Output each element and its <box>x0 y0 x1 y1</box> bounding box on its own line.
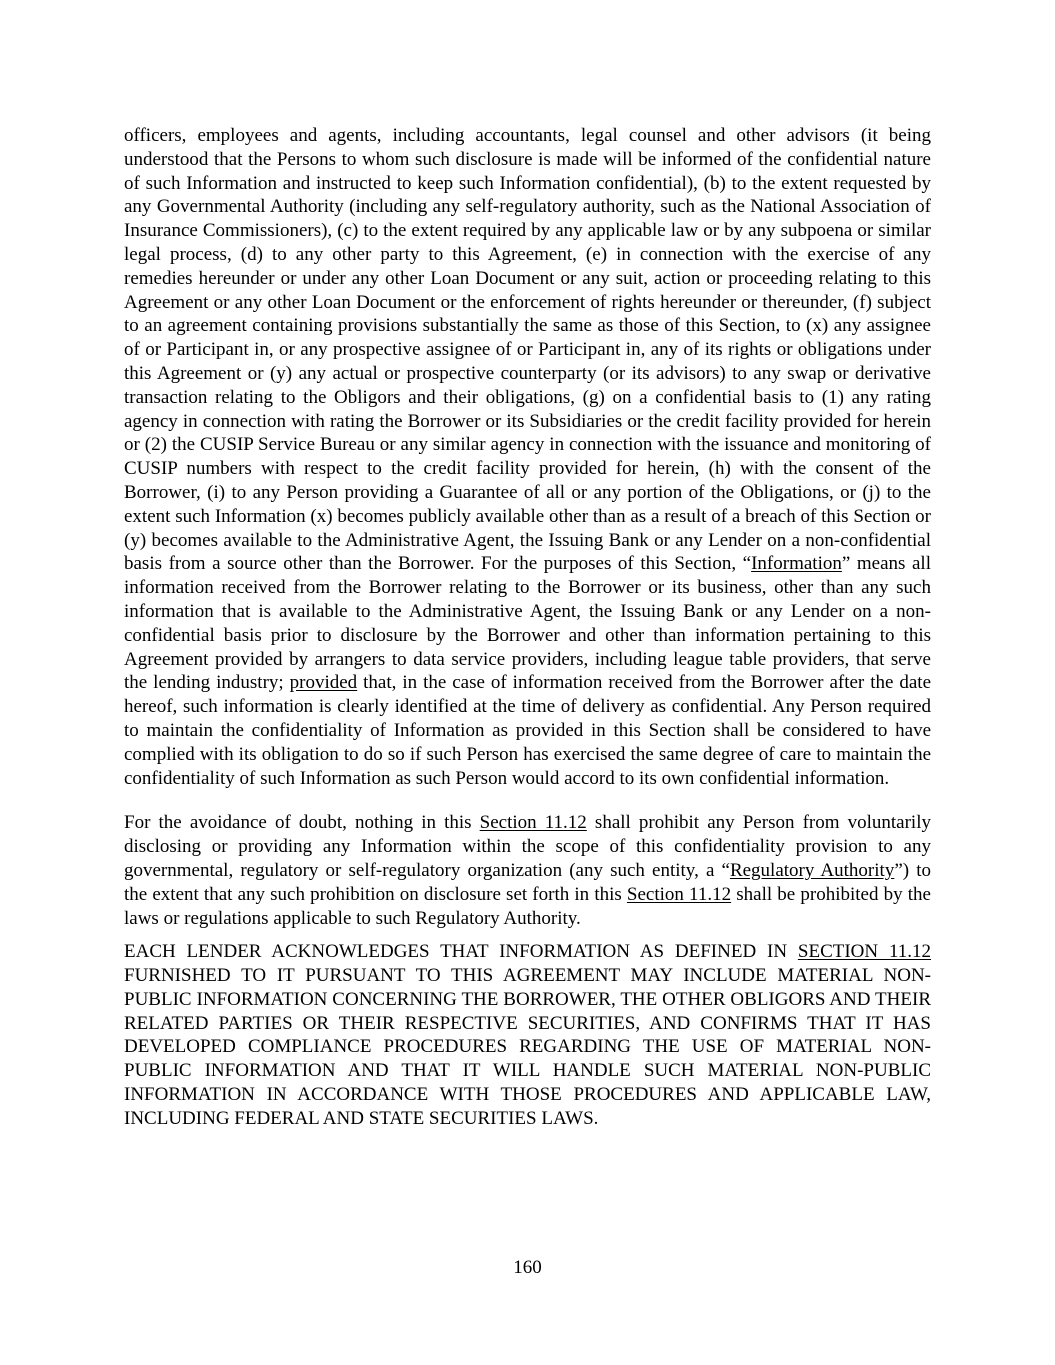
section-reference: SECTION 11.12 <box>797 941 931 963</box>
paragraph-text: ”) to the extent that any such prohibition on disclosure set forth in this <box>124 859 931 905</box>
paragraph-text: that, in the case of information received from the Borrower after the date hereof, such information is clearly identified at the time of delivery as confidential. Any Person required to maintain the confidentiality of Information as provided in this Section shall be considered to have complied with its obligation to do so if such Person has exercised the same degree of care to maintain the confidentiality of such Information as such Person would accord to its own confidential information. <box>124 672 932 789</box>
paragraph-text: ” means all information received from the Borrower relating to the Borrower or its business, other than any such information that is available to the Administrative Agent, the Issuing Bank or any Lender on a non-confidential basis prior to disclosure by the Borrower and other than information pertaining to this Agreement provided by arrangers to data service providers, including league table providers, that serve the lending industry; <box>124 553 931 694</box>
document-page <box>124 124 931 1131</box>
defined-term-information: Information <box>751 553 842 575</box>
paragraph-text: FURNISHED TO IT PURSUANT TO THIS AGREEMENT MAY INCLUDE MATERIAL NON-PUBLIC INFORMATION CONCERNING THE BORROWER, THE OTHER OBLIGORS AND THEIR RELATED PARTIES OR THEIR RESPECTIVE SECURITIES, AND CONFIRMS THAT IT HAS DEVELOPED COMPLIANCE PROCEDURES REGARDING THE USE OF MATERIAL NON-PUBLIC INFORMATION AND THAT IT WILL HANDLE SUCH MATERIAL NON-PUBLIC INFORMATION IN ACCORDANCE WITH THOSE PROCEDURES AND APPLICABLE LAW, INCLUDING FEDERAL AND STATE SECURITIES LAWS. <box>124 965 931 1129</box>
defined-term-regulatory-authority: Regulatory Authority <box>729 859 895 881</box>
confidentiality-paragraph <box>124 124 931 790</box>
page-number: 160 <box>513 1257 542 1278</box>
paragraph-text: For the avoidance of doubt, nothing in this <box>124 812 480 834</box>
section-reference: Section 11.12 <box>626 883 732 905</box>
defined-term-provided: provided <box>289 672 358 694</box>
avoidance-of-doubt-paragraph <box>124 811 931 930</box>
section-reference: Section 11.12 <box>479 812 587 834</box>
paragraph-text: shall prohibit any Person from voluntarily disclosing or providing any Information within the scope of this confidentiality provision to any governmental, regulatory or self-regulatory organization (any such entity, a “ <box>124 812 931 881</box>
paragraph-text: shall be prohibited by the laws or regulations applicable to such Regulatory Authority. <box>124 883 931 929</box>
paragraph-text: EACH LENDER ACKNOWLEDGES THAT INFORMATION AS DEFINED IN <box>124 941 798 963</box>
lender-acknowledgement-paragraph <box>124 940 931 1130</box>
paragraph-text: officers, employees and agents, including accountants, legal counsel and other advisors (it being understood that the Persons to whom such disclosure is made will be informed of the confidential nature of such Information and instructed to keep such Information confidential), (b) to the extent requested by any Governmental Authority (including any self-regulatory authority, such as the National Association of Insurance Commissioners), (c) to the extent required by any applicable law or by any subpoena or similar legal process, (d) to any other party to this Agreement, (e) in connection with the exercise of any remedies hereunder or under any other Loan Document or any suit, action or proceeding relating to this Agreement or any other Loan Document or the enforcement of rights hereunder or thereunder, (f) subject to an agreement containing provisions substantially the same as those of this Section, to (x) any assignee of or Participant in, or any prospective assignee of or Participant in, any of its rights or obligations under this Agreement or (y) any actual or prospective counterparty (or its advisors) to any swap or derivative transaction relating to the Obligors and their obligations, (g) on a confidential basis to (1) any rating agency in connection with rating the Borrower or its Subsidiaries or the credit facility provided for herein or (2) the CUSIP Service Bureau or any similar agency in connection with the issuance and monitoring of CUSIP numbers with respect to the credit facility provided for herein, (h) with the consent of the Borrower, (i) to any Person providing a Guarantee of all or any portion of the Obligations, or (j) to the extent such Information (x) becomes publicly available other than as a result of a breach of this Section or (y) becomes available to the Administrative Agent, the Issuing Bank or any Lender on a non-confidential basis from a source other than the Borrower. For the purposes of this Section, “ <box>124 125 931 575</box>
